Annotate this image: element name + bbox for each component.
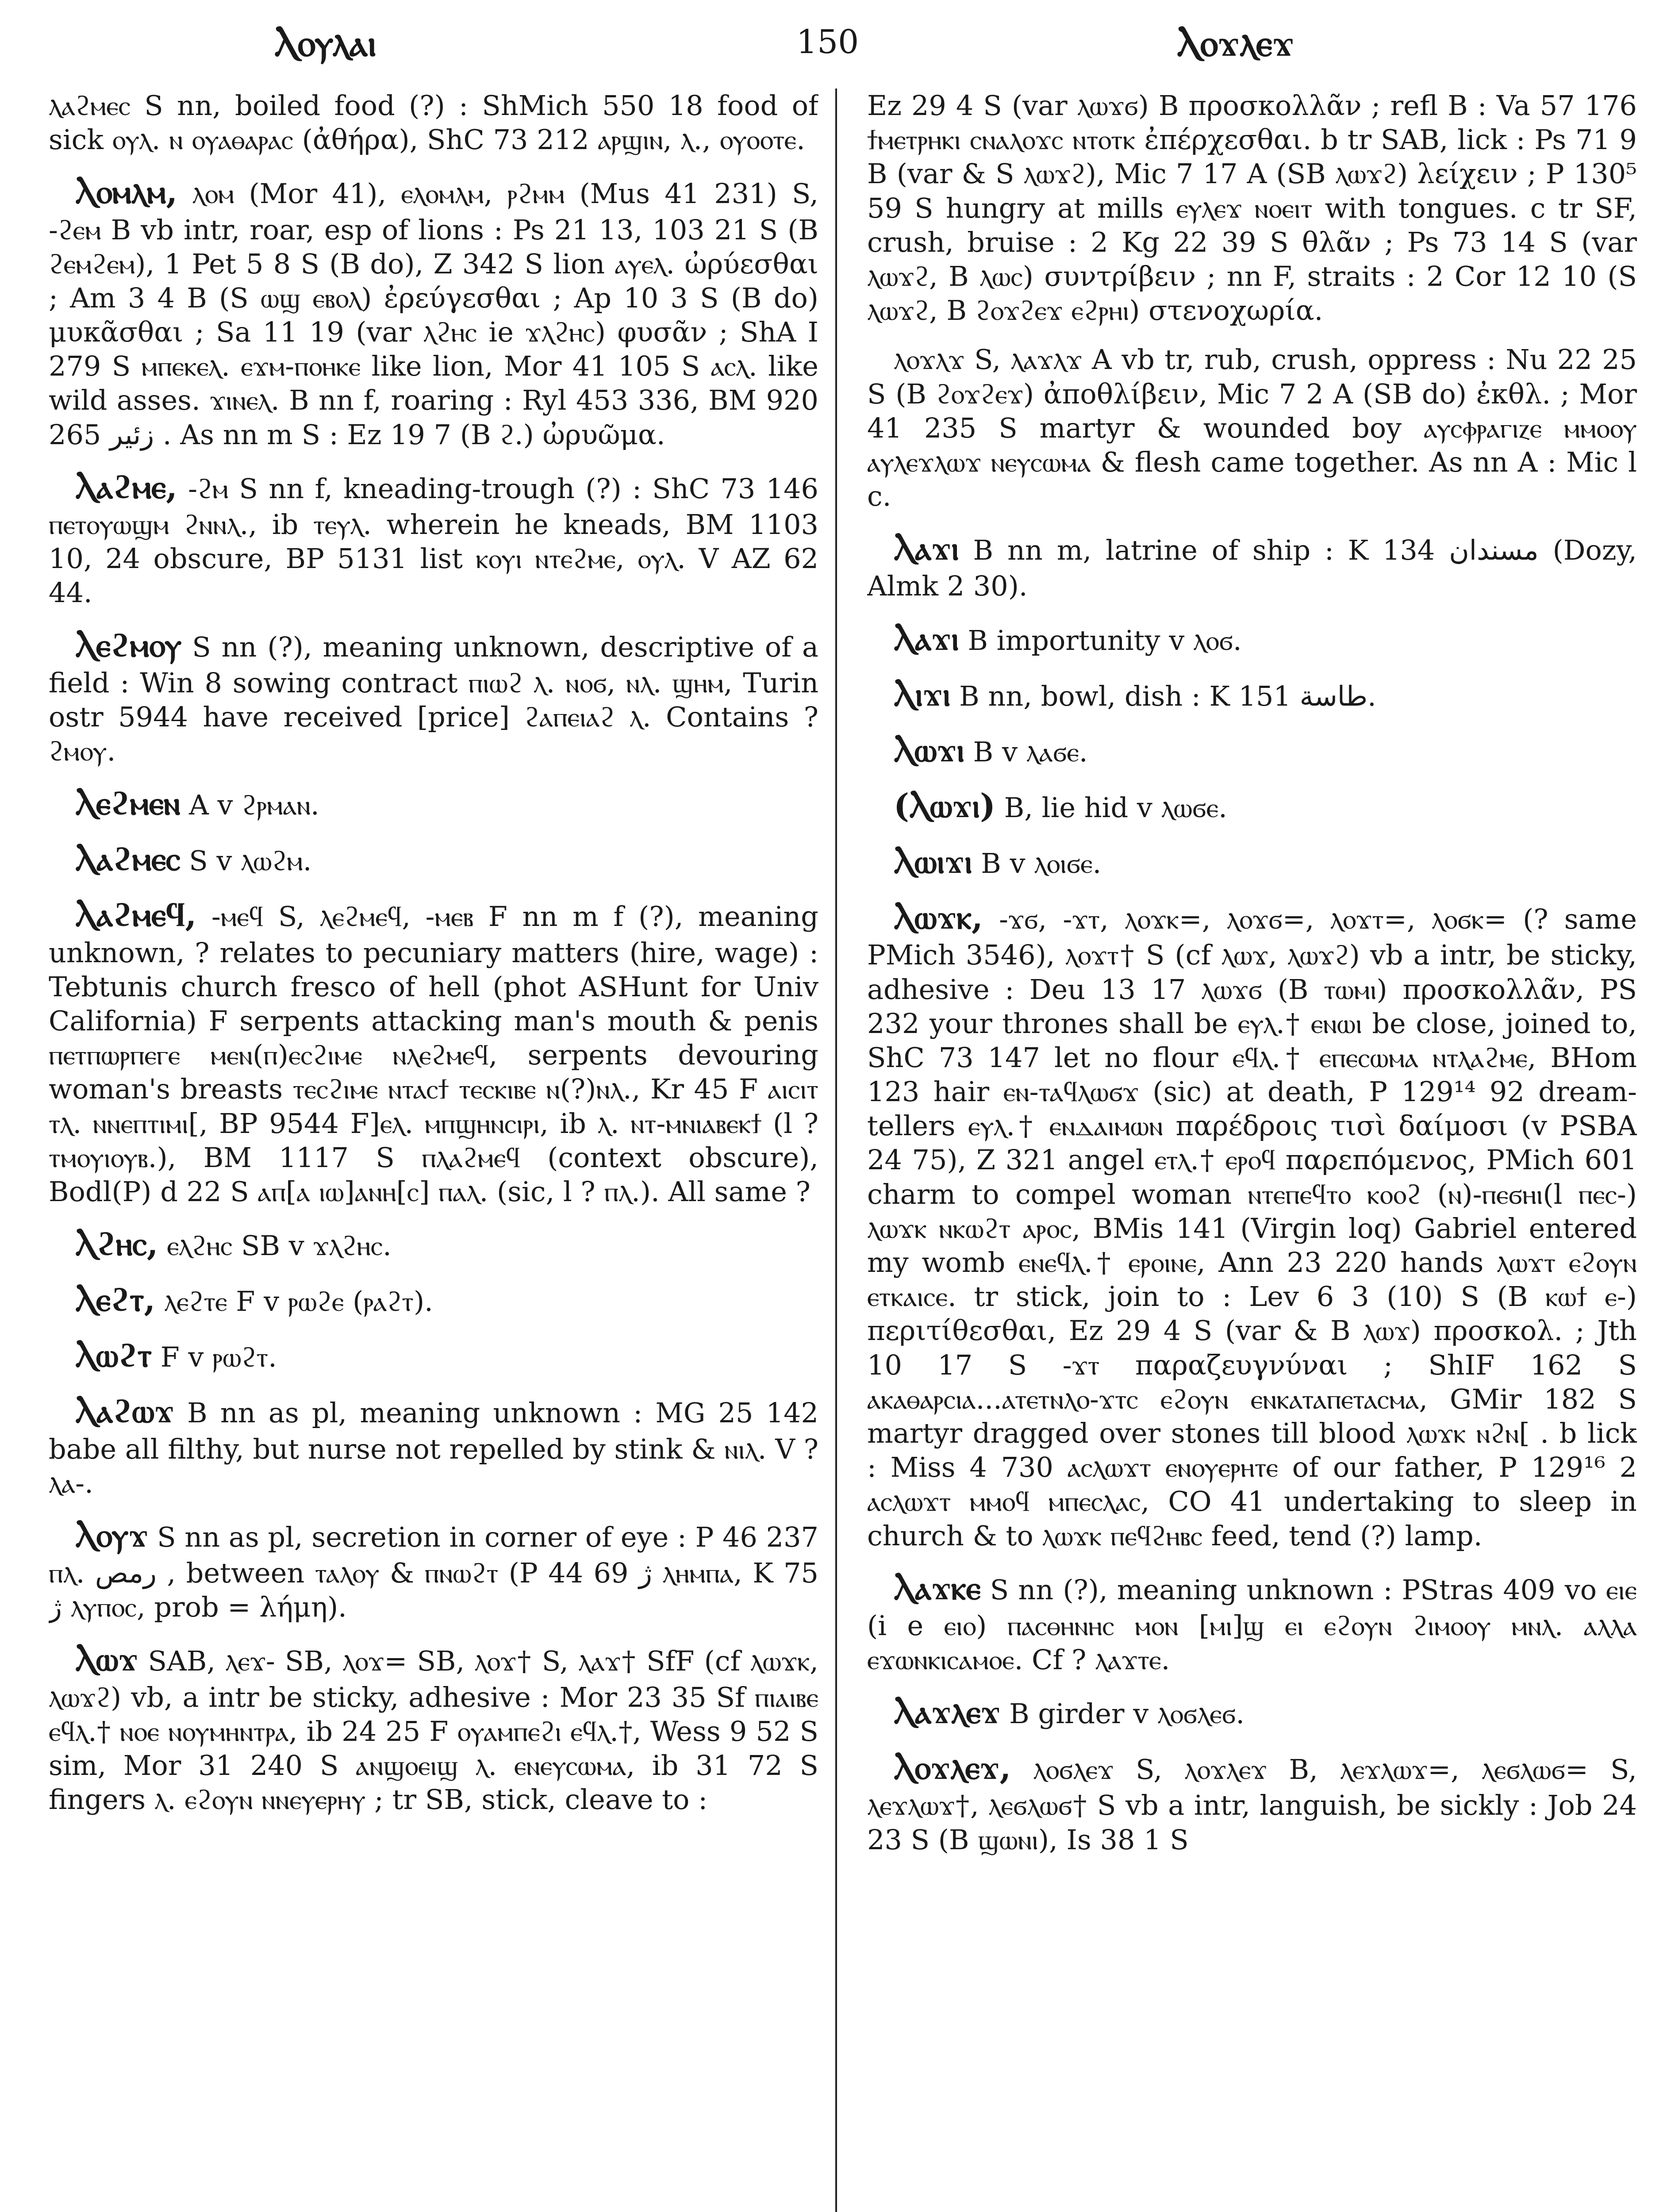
entry-text: -ϩⲙ S nn f, kneading-trough (?) : ShC 73 146 ⲡⲉⲧⲟⲩⲱϣⲙ ϩⲛⲛⲗ., ib ⲧⲉⲩⲗ. wherein he kneads, BM 1103 10, 24 obscure, BP 5131 list ⲕⲟⲩⲓ ⲛⲧⲉϩⲙⲉ, ⲟⲩⲗ. V AZ 62 44.: [49, 472, 818, 609]
dictionary-entry: [867, 1747, 1637, 1857]
entry-headword: Ⲗⲉϩⲙⲟⲩ: [75, 626, 182, 664]
dictionary-entry: ⲗⲟϫⲗϫ S, ⲗⲁϫⲗϫ A vb tr, rub, crush, oppress : Nu 22 25 S (B ϩⲟϫϩⲉϫ) ἀποθλίβειν, Mic 7 2 A (SB do) ἐκθλ. ; Mor 41 235 S martyr & wounded boy ⲁⲩⲥⲫⲣⲁⲅⲓⲍⲉ ⲙⲙⲟⲟⲩ ⲁⲩⲗⲉϫⲗⲱϫ ⲛⲉⲩⲥⲱⲙⲁ & flesh came together. As nn A : Mic l c.: [867, 343, 1637, 513]
left-column: [49, 88, 818, 2212]
entry-text: B, lie hid v ⲗⲱϭⲉ.: [1004, 791, 1227, 824]
running-head: [0, 18, 1667, 84]
entry-headword: Ⲗⲁϩⲙⲉⲥ: [75, 840, 181, 879]
entry-headword: Ⲗⲟϫⲗⲉϫ,: [894, 1749, 1011, 1787]
entry-text: B nn m, latrine of ship : K 134 مسندان (Dozy, Almk 2 30).: [867, 534, 1637, 603]
dictionary-entry: ⲗⲁϩⲙⲉⲥ S nn, boiled food (?) : ShMich 550 18 food of sick ⲟⲩⲗ. ⲛ ⲟⲩⲁⲑⲁⲣⲁⲥ (ἀθήρα), ShC 73 212 ⲁⲣϣⲓⲛ, ⲗ., ⲟⲩⲟⲟⲧⲉ.: [49, 89, 818, 156]
dictionary-entry: [867, 528, 1637, 603]
entry-text: ⲉⲗϩⲏⲥ SB v ϫⲗϩⲏⲥ.: [167, 1229, 392, 1262]
entry-text: B importunity v ⲗⲟϭ.: [968, 624, 1242, 657]
entry-headword: Ⲗⲓϫⲓ: [894, 675, 951, 714]
left-running-headword: Ⲗⲟⲩⲗⲁⲓ: [274, 22, 376, 65]
dictionary-entry: [49, 172, 818, 451]
entry-headword: Ⲗⲉϩⲧ,: [75, 1281, 156, 1319]
entry-text: B v ⲗⲟⲓϭⲉ.: [981, 847, 1102, 880]
dictionary-entry: [49, 783, 818, 824]
dictionary-entry: [867, 730, 1637, 771]
dictionary-entry: [49, 1639, 818, 1816]
entry-text: ⲗⲟϭⲗⲉϫ S, ⲗⲟϫⲗⲉϫ B, ⲗⲉϫⲗⲱϫ=, ⲗⲉϭⲗⲱϭ= S, ⲗⲉϫⲗⲱϫ†, ⲗⲉϭⲗⲱϭ† S vb a intr, languish, be sickly : Job 24 23 S (B ϣⲱⲛⲓ), Is 38 1 S: [867, 1753, 1637, 1856]
entry-headword: Ⲗⲁϫⲗⲉϫ: [894, 1693, 1001, 1732]
entry-headword: Ⲗⲉϩⲙⲉⲛ: [75, 784, 181, 823]
entry-headword: Ⲗⲁϩⲙⲉϥ,: [75, 896, 197, 934]
page-number: 150: [796, 23, 859, 61]
dictionary-entry: [867, 841, 1637, 882]
entry-headword: Ⲗϩⲏⲥ,: [75, 1225, 158, 1263]
entry-headword: Ⲗⲁϫⲓ: [894, 619, 959, 658]
entry-headword: Ⲗⲱⲓϫⲓ: [894, 843, 972, 881]
dictionary-entry: [867, 786, 1637, 826]
entry-text: S nn as pl, secretion in corner of eye : P 46 237 ⲡⲗ. رمص , between ⲧⲁⲗⲟⲩ & ⲡⲛⲱϩⲧ (P 44 69 ژ ⲗⲏⲙⲡⲁ, K 75 ژ ⲗⲩⲡⲟⲥ, prob = λήμη).: [49, 1521, 818, 1624]
entry-headword: Ⲗⲱϫ: [75, 1640, 138, 1679]
entry-text: B girder v ⲗⲟϭⲗⲉϭ.: [1009, 1697, 1245, 1730]
entry-headword: Ⲗⲱϩⲧ: [75, 1336, 152, 1375]
column-divider: [835, 88, 837, 2212]
entry-headword: Ⲗⲟⲙⲗⲙ,: [75, 173, 178, 211]
right-running-headword: Ⲗⲟϫⲗⲉϫ: [1177, 22, 1294, 65]
dictionary-entry: [867, 897, 1637, 1553]
entry-headword: Ⲗⲱϫⲕ,: [894, 899, 983, 937]
entry-text: ⲗⲉϩⲧⲉ F v ⲣⲱϩⲉ (ⲣⲁϩⲧ).: [164, 1285, 433, 1318]
entry-text: B nn as pl, meaning unknown : MG 25 142 babe all filthy, but nurse not repelled by stink & ⲛⲓⲗ. V ? ⲗⲁ-.: [49, 1397, 818, 1499]
entry-headword: Ⲗⲁϫⲓ: [894, 530, 959, 568]
dictionary-entry: Ez 29 4 S (var ⲗⲱϫϭ) B προσκολλᾶν ; refl B : Va 57 176 ϯⲙⲉⲧⲣⲏⲕⲓ ⲥⲛⲁⲗⲟϫⲥ ⲛⲧⲟⲧⲕ ἐπέρχεσθαι. b tr SAB, lick : Ps 71 9 B (var & S ⲗⲱϫϩ), Mic 7 17 A (SB ⲗⲱϫϩ) λείχειν ; P 130⁵ 59 S hungry at mills ⲉⲩⲗⲉϫ ⲛⲟⲉⲓⲧ with tongues. c tr SF, crush, bruise : 2 Kg 22 39 S θλᾶν ; Ps 73 14 S (var ⲗⲱϫϩ, B ⲗⲱⲥ) συντρίβειν ; nn F, straits : 2 Cor 12 10 (S ⲗⲱϫϩ, B ϩⲟϫϩⲉϫ ⲉϩⲣⲏⲓ) στενοχωρία.: [867, 89, 1637, 327]
entry-headword: Ⲗⲁϩⲱϫ: [75, 1392, 174, 1431]
dictionary-entry: [49, 1335, 818, 1376]
entry-text: S nn (?), meaning unknown : PStras 409 vo ⲉⲓⲉ (i e ⲉⲓⲟ) ⲡⲁⲥⲑⲏⲛⲏⲥ ⲙⲟⲛ [ⲙⲓ]ϣ ⲉⲓ ⲉϩⲟⲩⲛ ϩⲓⲙⲟⲟⲩ ⲙⲛⲗ. ⲁⲗⲗⲁ ⲉϫⲱⲛⲕⲓⲥⲁⲙⲟⲉ. Cf ? ⲗⲁϫⲧⲉ.: [867, 1573, 1637, 1676]
entry-text: SAB, ⲗⲉϫ- SB, ⲗⲟϫ= SB, ⲗⲟϫ† S, ⲗⲁϫ† SfF (cf ⲗⲱϫⲕ, ⲗⲱϫϩ) vb, a intr be sticky, adhesive : Mor 23 35 Sf ⲡⲓⲁⲓⲃⲉ ⲉϥⲗ.† ⲛⲟⲉ ⲛⲟⲩⲙⲏⲛⲧⲣⲁ, ib 24 25 F ⲟⲩⲁⲙⲡⲉϩⲓ ⲉϥⲗ.†, Wess 9 52 S sim, Mor 31 240 S ⲁⲛϣⲟⲉⲓϣ ⲗ. ⲉⲛⲉⲩⲥⲱⲙⲁ, ib 31 72 S fingers ⲗ. ⲉϩⲟⲩⲛ ⲛⲛⲉⲩⲉⲣⲏⲩ ; tr SB, stick, cleave to :: [49, 1645, 818, 1816]
entry-text: F v ⲣⲱϩⲧ.: [160, 1341, 277, 1374]
right-column: [867, 88, 1637, 2212]
entry-headword: Ⲗⲁϩⲙⲉ,: [75, 468, 177, 506]
dictionary-entry: [49, 625, 818, 768]
entry-text: B v ⲗⲁϭⲉ.: [973, 735, 1088, 768]
dictionary-entry: [49, 1224, 818, 1264]
dictionary-entry: [867, 1568, 1637, 1677]
entry-text: B nn, bowl, dish : K 151 طاسة.: [959, 680, 1376, 712]
entry-text: A v ϩⲣⲙⲁⲛ.: [189, 789, 319, 822]
dictionary-entry: [49, 1279, 818, 1320]
dictionary-entry: [867, 1692, 1637, 1732]
entry-headword: (Ⲗⲱϫⲓ): [894, 787, 995, 825]
entry-headword: Ⲗⲁϫⲕⲉ: [894, 1569, 981, 1607]
entry-headword: Ⲗⲟⲩϫ: [75, 1516, 149, 1555]
dictionary-entry: [49, 839, 818, 879]
entry-text: ⲗⲟⲙ (Mor 41), ⲉⲗⲟⲙⲗⲙ, ⲣϩⲙⲙ (Mus 41 231) S, -ϩⲉⲙ B vb intr, roar, esp of lions : Ps 21 13, 103 21 S (B ϩⲉⲙϩⲉⲙ), 1 Pet 5 8 S (B do), Z 342 S lion ⲁⲩⲉⲗ. ὠρύεσθαι ; Am 3 4 B (S ⲱϣ ⲉⲃⲟⲗ) ἐρεύγεσθαι ; Ap 10 3 S (B do) μυκᾶσθαι ; Sa 11 19 (var ⲗϩⲏⲥ ie ϫⲗϩⲏⲥ) φυσᾶν ; ShA I 279 S ⲙⲡⲉⲕⲉⲗ. ⲉϫⲙ-ⲡⲟⲏⲕⲉ like lion, Mor 41 105 S ⲁⲥⲗ. like wild asses. ϫⲓⲛⲉⲗ. B nn f, roaring : Ryl 453 336, BM 920 265 زئير . As nn m S : Ez 19 7 (B ϩ.) ὠρυῶμα.: [49, 177, 818, 451]
dictionary-entry: [49, 895, 818, 1209]
dictionary-entry: [867, 674, 1637, 715]
entry-text: S v ⲗⲱϩⲙ.: [189, 845, 312, 877]
dictionary-entry: [49, 1391, 818, 1500]
entry-text: -ⲙⲉϥ S, ⲗⲉϩⲙⲉϥ, -ⲙⲉⲃ F nn m f (?), meaning unknown, ? relates to pecuniary matters (hire, wage) : Tebtunis church fresco of hell (phot ASHunt for Univ California) F serpents attacking man's mouth & penis ⲡⲉⲧⲡⲱⲣⲡⲉⲅⲉ ⲙⲉⲛ(ⲡ)ⲉⲥϩⲓⲙⲉ ⲛⲗⲉϩⲙⲉϥ, serpents devouring woman's breasts ⲧⲉⲥϩⲓⲙⲉ ⲛⲧⲁⲥϯ ⲧⲉⲥⲕⲓⲃⲉ ⲛ(?)ⲛⲗ., Kr 45 F ⲁⲓⲥⲓⲧ ⲧⲗ. ⲛⲛⲉⲡⲧⲓⲙⲓ[, BP 9544 F]ⲉⲗ. ⲙⲡϣⲏⲛⲥⲓⲣⲓ, ib ⲗ. ⲛⲧ-ⲙⲛⲓⲁⲃⲉⲕϯ (l ? ⲧⲙⲟⲩⲓⲟⲩⲃ.), BM 1117 S ⲡⲗⲁϩⲙⲉϥ (context obscure), Bodl(P) d 22 S ⲁⲡ[ⲁ ⲓⲱ]ⲁⲛⲏ[ⲥ] ⲡⲁⲗ. (sic, l ? ⲡⲗ.). All same ?: [49, 900, 818, 1208]
dictionary-entry: [867, 618, 1637, 659]
dictionary-entry: [49, 467, 818, 610]
dictionary-entry: [49, 1515, 818, 1624]
entry-headword: Ⲗⲱϫⲓ: [894, 731, 964, 769]
entry-text: S nn (?), meaning unknown, descriptive of a field : Win 8 sowing contract ⲡⲓⲱϩ ⲗ. ⲛⲟϭ, ⲛⲗ. ϣⲏⲙ, Turin ostr 5944 have received [price] ϩⲁⲡⲉⲓⲁϩ ⲗ. Contains ? ϩⲙⲟⲩ.: [49, 630, 818, 767]
entry-text: -ϫϭ, -ϫⲧ, ⲗⲟϫⲕ=, ⲗⲟϫϭ=, ⲗⲟϫⲧ=, ⲗⲟϭⲕ= (? same PMich 3546), ⲗⲟϫⲧ† S (cf ⲗⲱϫ, ⲗⲱϫϩ) vb a intr, be sticky, adhesive : Deu 13 17 ⲗⲱϫϭ (B ⲧⲱⲙⲓ) προσκολλᾶν, PS 232 your thrones shall be ⲉⲩⲗ.† ⲉⲛⲱⲓ be close, joined to, ShC 73 147 let no flour ⲉϥⲗ.† ⲉⲡⲉⲥⲱⲙⲁ ⲛⲧⲗⲁϩⲙⲉ, BHom 123 hair ⲉⲛ-ⲧⲁϥⲗⲱϭϫ (sic) at death, P 129¹⁴ 92 dream-tellers ⲉⲩⲗ.† ⲉⲛⲇⲁⲓⲙⲱⲛ παρέδροις τισὶ δαίμοσι (v PSBA 24 75), Z 321 angel ⲉⲧⲗ.† ⲉⲣⲟϥ παρεπόμενος, PMich 601 charm to compel woman ⲛⲧⲉⲡⲉϥⲧⲟ ⲕⲟⲟϩ (ⲛ)-ⲡⲉϭⲏⲓ(l ⲡⲉⲥ-) ⲗⲱϫⲕ ⲛⲕⲱϩⲧ ⲁⲣⲟⲥ, BMis 141 (Virgin loq) Gabriel entered my womb ⲉⲛⲉϥⲗ.† ⲉⲣⲟⲓⲛⲉ, Ann 23 220 hands ⲗⲱϫⲧ ⲉϩⲟⲩⲛ ⲉⲧⲕⲁⲓⲥⲉ. tr stick, join to : Lev 6 3 (10) S (B ⲕⲱϯ ⲉ-) περιτίθεσθαι, Ez 29 4 S (var & B ⲗⲱϫ) προσκολ. ; Jth 10 17 S -ϫⲧ παραζευγνύναι ; ShIF 162 S ⲁⲕⲁⲑⲁⲣⲥⲓⲁ...ⲁⲧⲉⲧⲛⲗⲟ-ϫⲧⲥ ⲉϩⲟⲩⲛ ⲉⲛⲕⲁⲧⲁⲡⲉⲧⲁⲥⲙⲁ, GMir 182 S martyr dragged over stones till blood ⲗⲱϫⲕ ⲛϩⲛ[ . b lick : Miss 4 730 ⲁⲥⲗⲱϫⲧ ⲉⲛⲟⲩⲉⲣⲏⲧⲉ of our father, P 129¹⁶ 2 ⲁⲥⲗⲱϫⲧ ⲙⲙⲟϥ ⲙⲡⲉⲥⲗⲁⲥ, CO 41 undertaking to sleep in church & to ⲗⲱϫⲕ ⲡⲉϥϩⲏⲃⲥ feed, tend (?) lamp.: [867, 903, 1637, 1552]
